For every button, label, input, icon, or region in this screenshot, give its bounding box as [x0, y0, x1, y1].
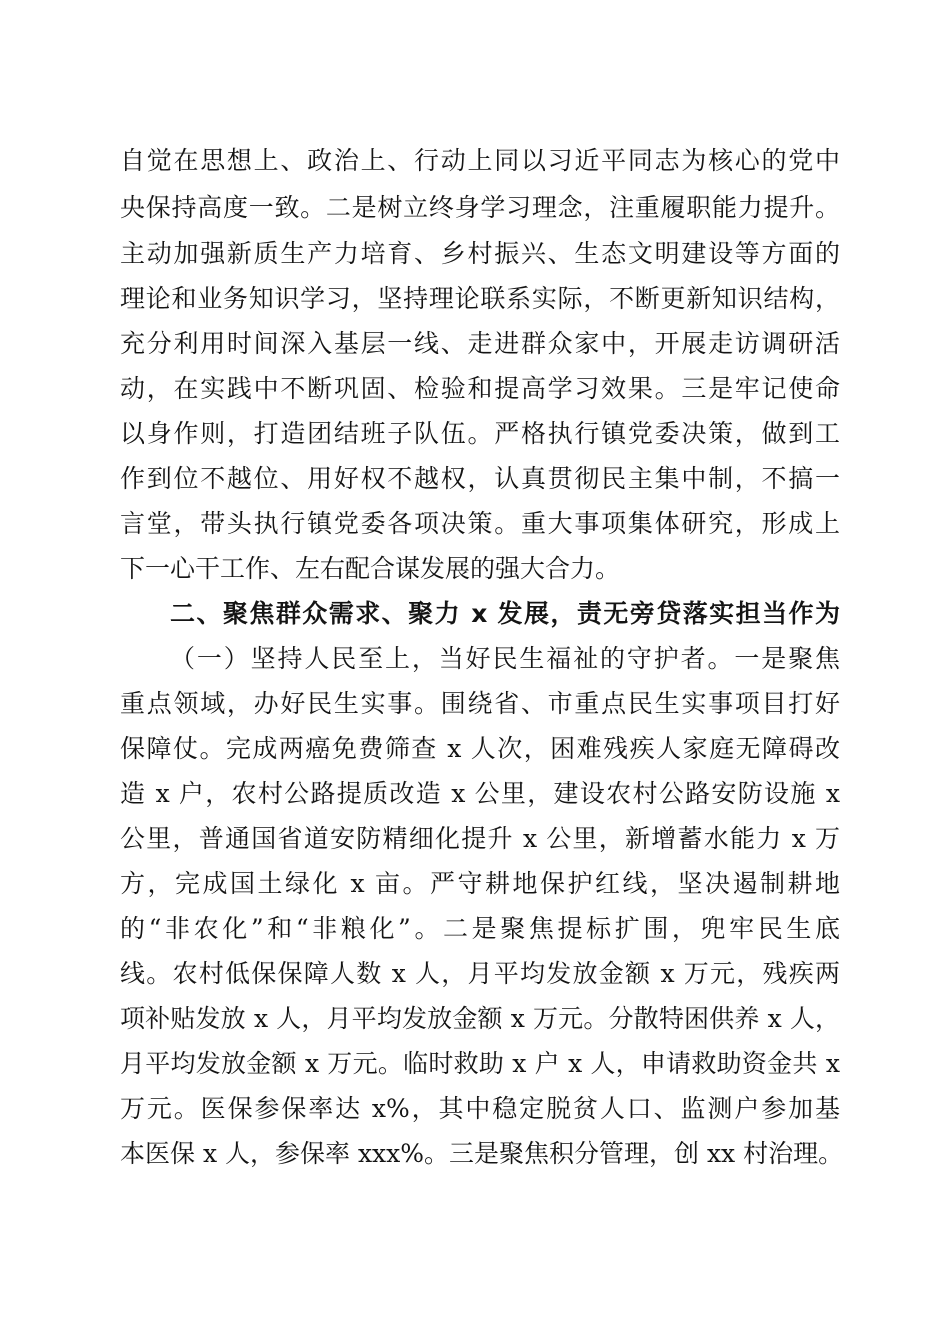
paragraph-line: 造 x 户，农村公路提质改造 x 公里，建设农村公路安防设施 x	[120, 779, 840, 808]
paragraph-line: 以身作则，打造团结班子队伍。严格执行镇党委决策，做到工	[120, 419, 840, 448]
paragraph-line: 动，在实践中不断巩固、检验和提高学习效果。三是牢记使命	[120, 374, 840, 403]
paragraph-line: 言堂，带头执行镇党委各项决策。重大事项集体研究，形成上	[120, 509, 840, 538]
paragraph-line: 线。农村低保保障人数 x 人，月平均发放金额 x 万元，残疾两	[120, 959, 840, 988]
paragraph-line: 的“非农化”和“非粮化”。二是聚焦提标扩围，兜牢民生底	[120, 914, 840, 943]
paragraph-line: 作到位不越位、用好权不越权，认真贯彻民主集中制，不搞一	[120, 464, 840, 493]
section-heading: 二、聚焦群众需求、聚力 x 发展，责无旁贷落实担当作为	[170, 599, 840, 628]
paragraph-line: 本医保 x 人，参保率 xxx%。三是聚焦积分管理，创 xx 村治理。	[120, 1139, 844, 1168]
paragraph-line: 下一心干工作、左右配合谋发展的强大合力。	[120, 554, 621, 583]
paragraph-line: 公里，普通国省道安防精细化提升 x 公里，新增蓄水能力 x 万	[120, 824, 840, 853]
paragraph-line: 万元。医保参保率达 x%，其中稳定脱贫人口、监测户参加基	[120, 1094, 840, 1123]
paragraph-line: 充分利用时间深入基层一线、走进群众家中，开展走访调研活	[120, 329, 840, 358]
paragraph-line: 月平均发放金额 x 万元。临时救助 x 户 x 人，申请救助资金共 x	[120, 1049, 840, 1078]
paragraph-line: 项补贴发放 x 人，月平均发放金额 x 万元。分散特困供养 x 人，	[120, 1004, 840, 1033]
paragraph-line: 自觉在思想上、政治上、行动上同以习近平同志为核心的党中	[120, 146, 840, 175]
paragraph-line: 主动加强新质生产力培育、乡村振兴、生态文明建设等方面的	[120, 239, 840, 268]
paragraph-line: 理论和业务知识学习，坚持理论联系实际，不断更新知识结构，	[120, 284, 840, 313]
paragraph-line: 方，完成国土绿化 x 亩。严守耕地保护红线，坚决遏制耕地	[120, 869, 840, 898]
subsection-lead-line: （一）坚持人民至上，当好民生福祉的守护者。一是聚焦	[170, 644, 840, 673]
paragraph-line: 保障仗。完成两癌免费筛查 x 人次，困难残疾人家庭无障碍改	[120, 734, 840, 763]
paragraph-line: 重点领域，办好民生实事。围绕省、市重点民生实事项目打好	[120, 689, 840, 718]
paragraph-line: 央保持高度一致。二是树立终身学习理念，注重履职能力提升。	[120, 193, 840, 222]
